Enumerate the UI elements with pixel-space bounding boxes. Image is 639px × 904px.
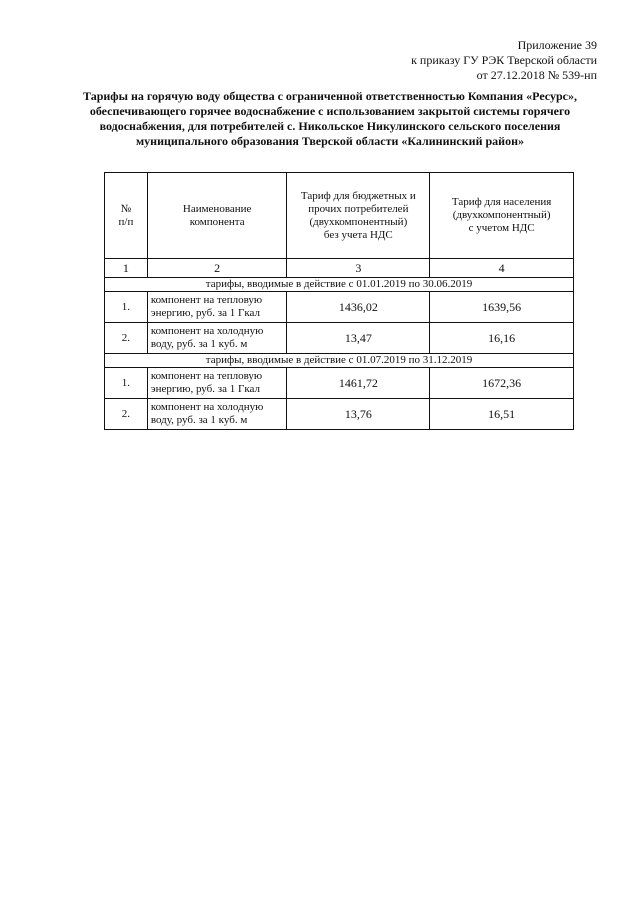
row-number: 2. — [105, 399, 148, 430]
period-label: тарифы, вводимые в действие с 01.07.2019 по 31.12.2019 — [105, 354, 574, 368]
appendix-date: от 27.12.2018 № 539-нп — [476, 68, 597, 82]
tariff-table — [104, 172, 574, 430]
header-name: Наименование компонента — [147, 173, 287, 259]
appendix-order: к приказу ГУ РЭК Тверской области — [411, 53, 597, 67]
column-numbers-row — [105, 259, 574, 278]
table-row — [105, 292, 574, 323]
title-line: муниципального образования Тверской области «Калининский район» — [136, 134, 524, 148]
component-name: компонент на тепловую энергию, руб. за 1 Гкал — [147, 292, 287, 323]
row-number: 1. — [105, 292, 148, 323]
title-line: водоснабжения, для потребителей с. Никольское Никулинского сельского поселения — [99, 119, 561, 133]
table-row — [105, 399, 574, 430]
header-tariff-budget: Тариф для бюджетных и прочих потребителей (двухкомпонентный) без учета НДС — [287, 173, 430, 259]
column-number: 2 — [147, 259, 287, 278]
document-title — [80, 89, 580, 149]
tariff-population-value: 16,51 — [430, 399, 574, 430]
column-number: 1 — [105, 259, 148, 278]
tariff-budget-value: 1436,02 — [287, 292, 430, 323]
tariff-budget-value: 1461,72 — [287, 368, 430, 399]
tariff-budget-value: 13,47 — [287, 323, 430, 354]
period-row — [105, 354, 574, 368]
table-row — [105, 323, 574, 354]
row-number: 1. — [105, 368, 148, 399]
period-label: тарифы, вводимые в действие с 01.01.2019 по 30.06.2019 — [105, 278, 574, 292]
tariff-population-value: 1672,36 — [430, 368, 574, 399]
column-number: 3 — [287, 259, 430, 278]
component-name: компонент на тепловую энергию, руб. за 1 Гкал — [147, 368, 287, 399]
component-name: компонент на холодную воду, руб. за 1 куб. м — [147, 323, 287, 354]
table-row — [105, 368, 574, 399]
component-name: компонент на холодную воду, руб. за 1 куб. м — [147, 399, 287, 430]
period-row — [105, 278, 574, 292]
tariff-budget-value: 13,76 — [287, 399, 430, 430]
appendix-reference — [411, 38, 597, 83]
header-tariff-population: Тариф для населения (двухкомпонентный) с учетом НДС — [430, 173, 574, 259]
tariff-population-value: 1639,56 — [430, 292, 574, 323]
tariff-population-value: 16,16 — [430, 323, 574, 354]
title-line: обеспечивающего горячее водоснабжение с использованием закрытой системы горячего — [89, 104, 571, 118]
header-num: № п/п — [105, 173, 148, 259]
column-number: 4 — [430, 259, 574, 278]
table-header-row — [105, 173, 574, 259]
title-line: Тарифы на горячую воду общества с ограниченной ответственностью Компания «Ресурс», — [83, 89, 577, 103]
appendix-number: Приложение 39 — [517, 38, 597, 52]
row-number: 2. — [105, 323, 148, 354]
